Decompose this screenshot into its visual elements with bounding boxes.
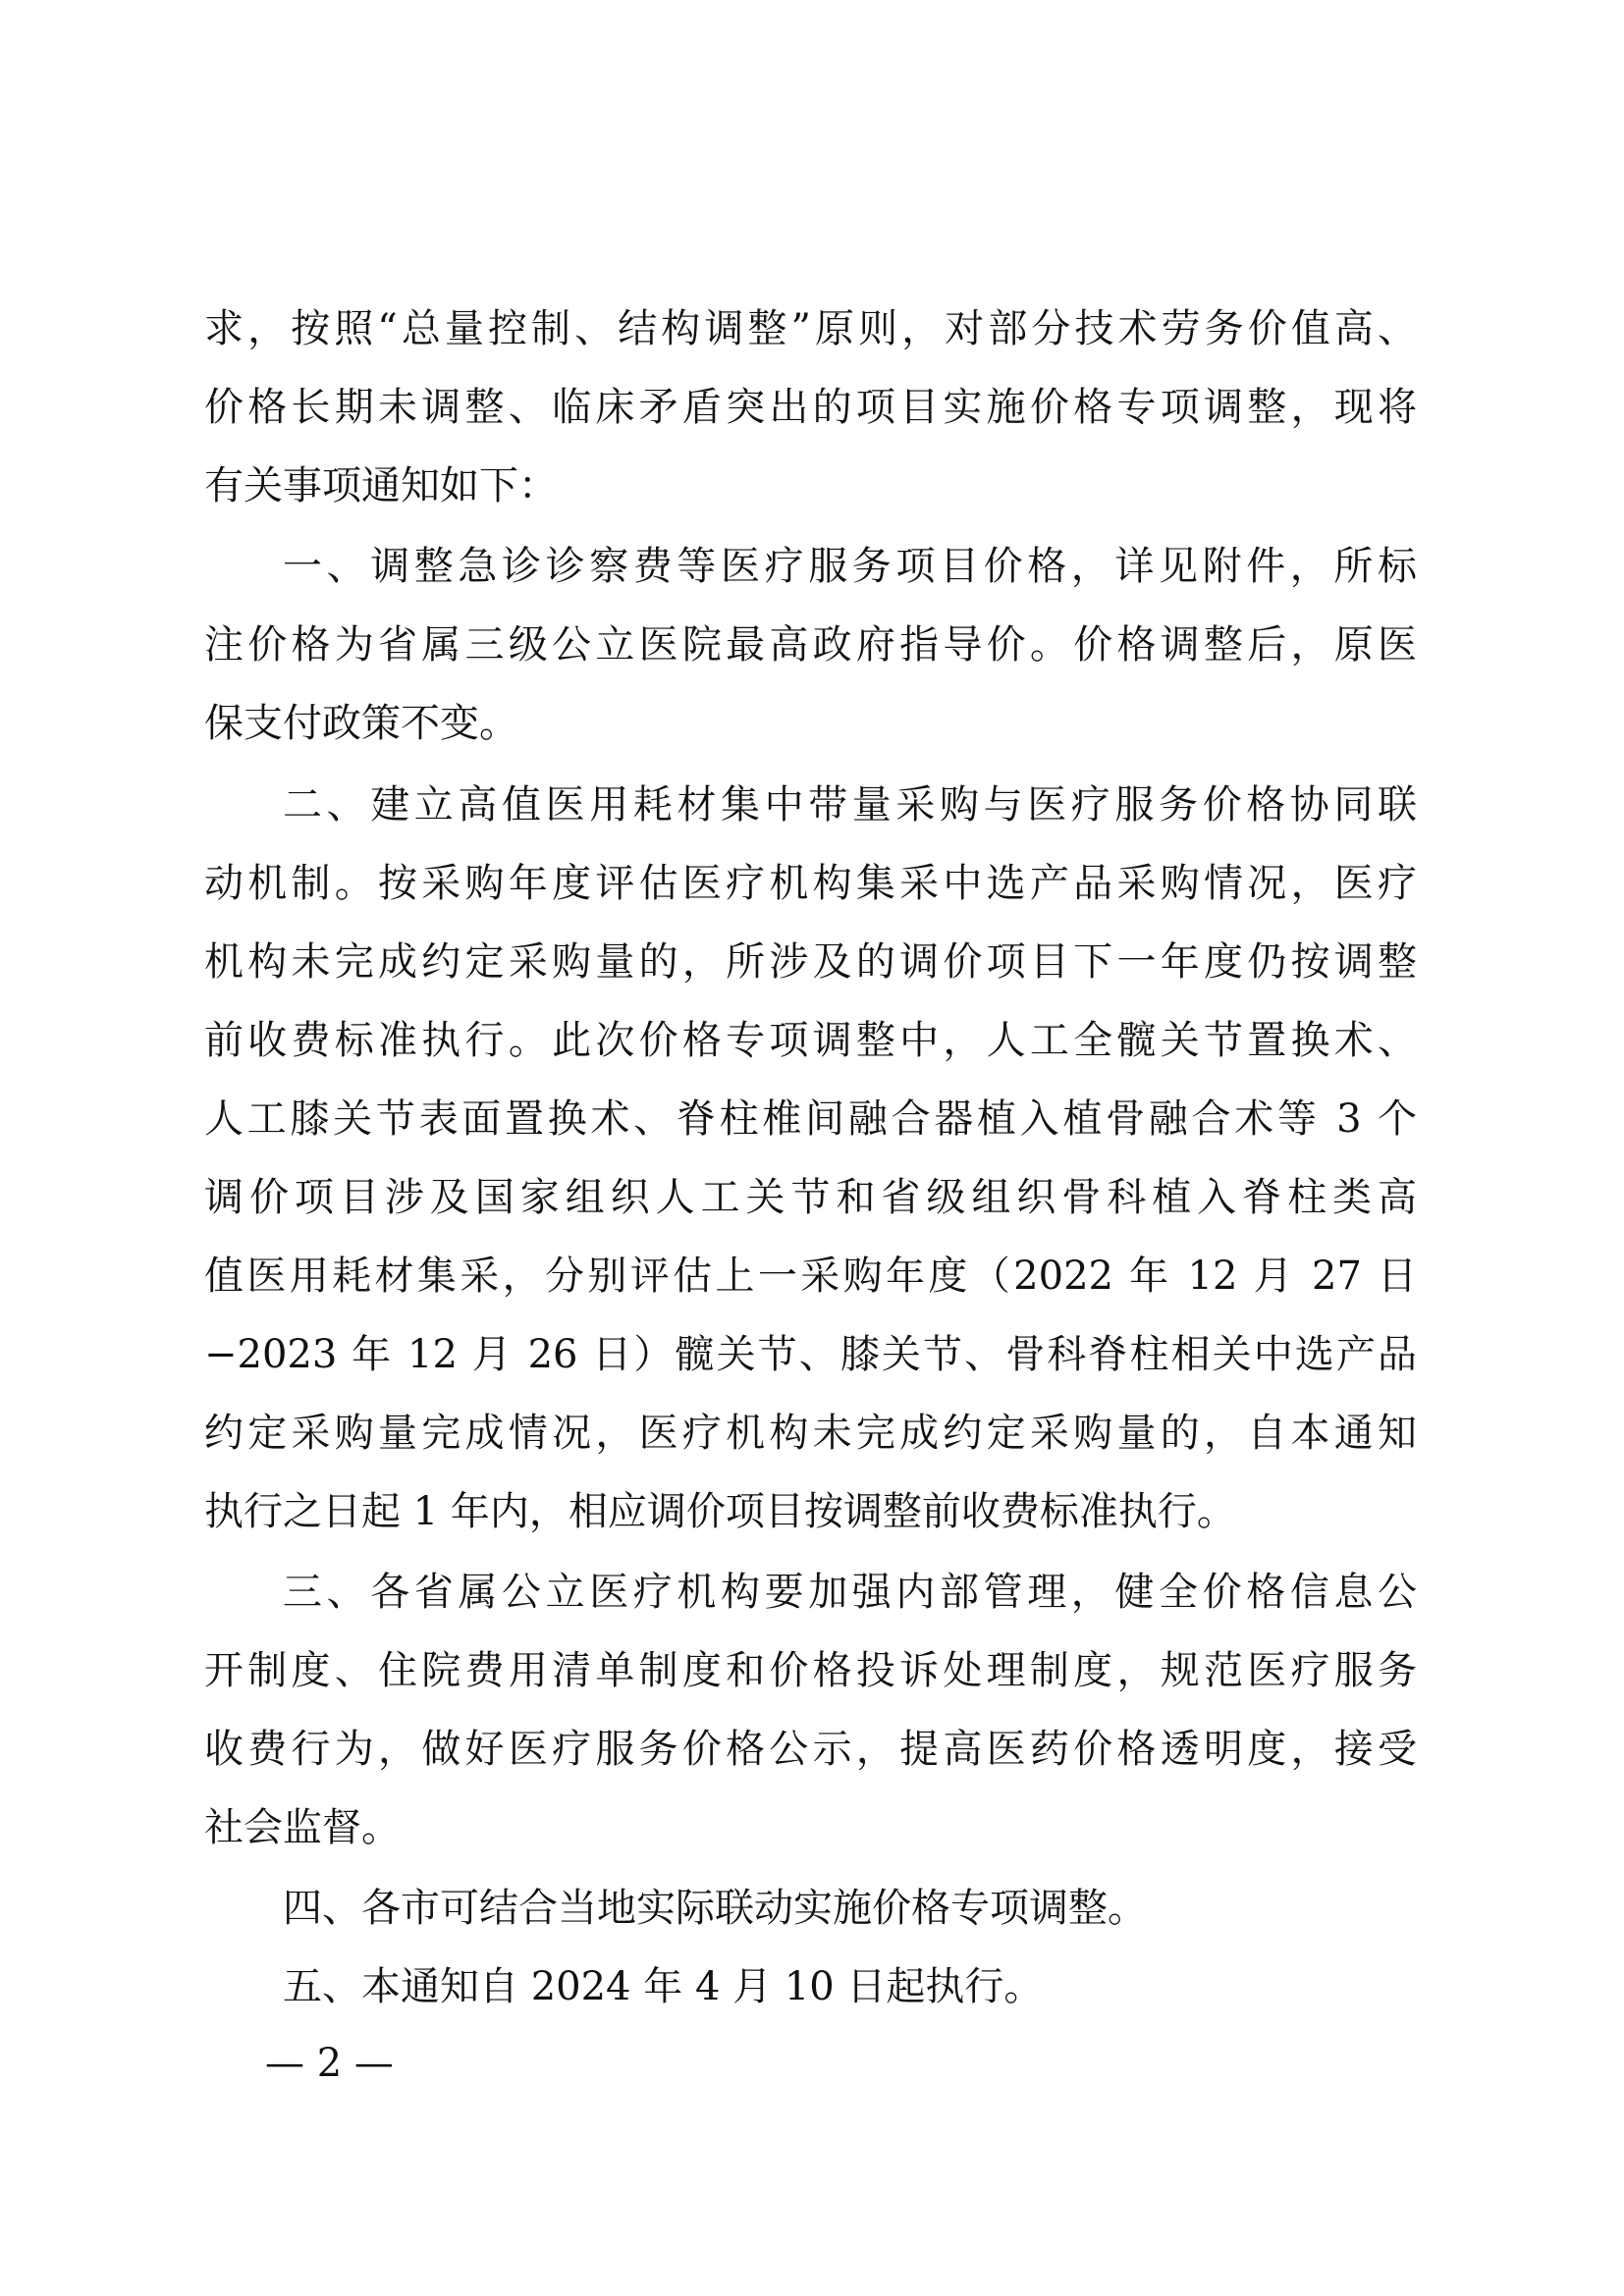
text-line: 社会监督。 xyxy=(204,1805,401,1850)
text-line: 保支付政策不变。 xyxy=(204,701,518,746)
text-line: 值医用耗材集采，分别评估上一采购年度（2022 年 12 月 27 日 xyxy=(204,1254,1417,1299)
paragraph-four: 四、各市可结合当地实际联动实施价格专项调整。 xyxy=(283,1886,1147,1931)
text-line: 约定采购量完成情况，医疗机构未完成约定采购量的，自本通知 xyxy=(204,1411,1417,1456)
text-line: 执行之日起 1 年内，相应调价项目按调整前收费标准执行。 xyxy=(204,1489,1236,1534)
text-line: 价格长期未调整、临床矛盾突出的项目实施价格专项调整，现将 xyxy=(204,385,1417,430)
text-line: 动机制。按采购年度评估医疗机构集采中选产品采购情况，医疗 xyxy=(204,861,1417,906)
text-line: 机构未完成约定采购量的，所涉及的调价项目下一年度仍按调整 xyxy=(204,939,1417,985)
paragraph-three-start: 三、各省属公立医疗机构要加强内部管理，健全价格信息公 xyxy=(283,1570,1417,1615)
text-line: 开制度、住院费用清单制度和价格投诉处理制度，规范医疗服务 xyxy=(204,1648,1417,1693)
text-line: −2023 年 12 月 26 日）髋关节、膝关节、骨科脊柱相关中选产品 xyxy=(204,1332,1417,1377)
text-line: 人工膝关节表面置换术、脊柱椎间融合器植入植骨融合术等 3 个 xyxy=(204,1096,1417,1142)
text-line: 有关事项通知如下： xyxy=(204,463,558,508)
text-line: 收费行为，做好医疗服务价格公示，提高医药价格透明度，接受 xyxy=(204,1727,1417,1772)
text-line: 调价项目涉及国家组织人工关节和省级组织骨科植入脊柱类高 xyxy=(204,1175,1417,1220)
paragraph-two-start: 二、建立高值医用耗材集中带量采购与医疗服务价格协同联 xyxy=(283,782,1417,828)
text-line: 前收费标准执行。此次价格专项调整中，人工全髋关节置换术、 xyxy=(204,1018,1417,1063)
text-line: 求，按照“总量控制、结构调整”原则，对部分技术劳务价值高、 xyxy=(204,306,1417,351)
paragraph-one-start: 一、调整急诊诊察费等医疗服务项目价格，详见附件，所标 xyxy=(283,544,1417,589)
text-line: 注价格为省属三级公立医院最高政府指导价。价格调整后，原医 xyxy=(204,622,1417,667)
page-number: — 2 — xyxy=(265,2041,394,2086)
paragraph-five: 五、本通知自 2024 年 4 月 10 日起执行。 xyxy=(283,1964,1044,2009)
